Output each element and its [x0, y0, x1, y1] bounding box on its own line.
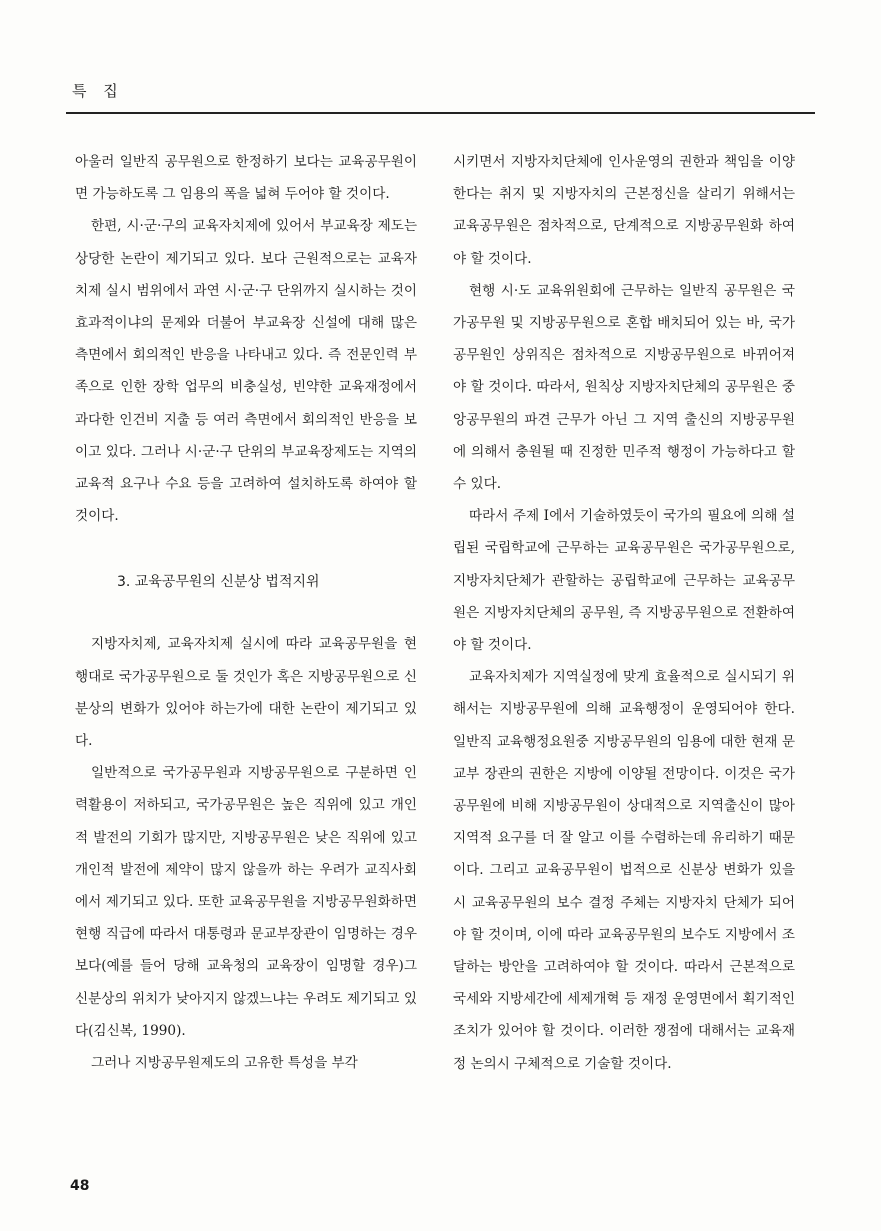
- paragraph: 일반적으로 국가공무원과 지방공무원으로 구분하면 인력활용이 저하되고, 국가공무원은 높은 직위에 있고 개인적 발전의 기회가 많지만, 지방공무원은 낮은 직위에 있고 개인적 발전에 제약이 많지 않을까 하는 우려가 교직사회에서 제기되고 있다. 또한 교육공무원을 지방공무원화하면 현행 직급에 따라서 대통령과 문교부장관이 임명하는 경우보다(예를 들어 당해 교육청의 교육장이 임명할 경우)그 신분상의 위치가 낮아지지 않겠느냐는 우려도 제기되고 있다(김신복, 1990).: [75, 765, 417, 1039]
- paragraph: 지방자치제, 교육자치제 실시에 따라 교육공무원을 현행대로 국가공무원으로 둘 것인가 혹은 지방공무원으로 신분상의 변화가 있어야 하는가에 대한 논란이 제기되고 있다.: [75, 636, 417, 750]
- header-rule: [66, 112, 815, 114]
- right-column: [453, 146, 795, 1080]
- page-number: 48: [70, 1178, 90, 1194]
- paragraph: 시키면서 지방자치단체에 인사운영의 권한과 책임을 이양한다는 취지 및 지방자치의 근본정신을 살리기 위해서는 교육공무원은 점차적으로, 단계적으로 지방공무원화 하여야 할 것이다.: [453, 154, 795, 267]
- paragraph: 아울러 일반직 공무원으로 한정하기 보다는 교육공무원이면 가능하도록 그 임용의 폭을 넓혀 두어야 할 것이다.: [75, 154, 417, 203]
- paragraph: 한편, 시·군·구의 교육자치제에 있어서 부교육장 제도는 상당한 논란이 제기되고 있다. 보다 근원적으로는 교육자치제 실시 범위에서 과연 시·군·구 단위까지 실시하는 것이 효과적이냐의 문제와 더불어 부교육장 신설에 대해 많은 측면에서 회의적인 반응을 나타내고 있다. 즉 전문인력 부족으로 인한 장학 업무의 비충실성, 빈약한 교육재정에서 과다한 인건비 지출 등 여러 측면에서 회의적인 반응을 보이고 있다. 그러나 시·군·구 단위의 부교육장제도는 지역의 교육적 요구나 수요 등을 고려하여 설치하도록 하여야 할 것이다.: [75, 218, 417, 525]
- paragraph: 교육자치제가 지역실정에 맞게 효율적으로 실시되기 위해서는 지방공무원에 의해 교육행정이 운영되어야 한다. 일반직 교육행정요원중 지방공무원의 임용에 대한 현재 문교부 장관의 권한은 지방에 이양될 전망이다. 이것은 국가공무원에 비해 지방공무원이 상대적으로 지역출신이 많아 지역적 요구를 더 잘 알고 이를 수렴하는데 유리하기 때문이다. 그리고 교육공무원이 법적으로 신분상 변화가 있을시 교육공무원의 보수 결정 주체는 지방자치 단체가 되어야 할 것이며, 이에 따라 교육공무원의 보수도 지방에서 조달하는 방안을 고려하여야 할 것이다. 따라서 근본적으로 국세와 지방세간에 세제개혁 등 재정 운영면에서 획기적인 조치가 있어야 할 것이다. 이러한 쟁점에 대해서는 교육재정 논의시 구체적으로 기술할 것이다.: [453, 669, 795, 1072]
- section-label: 특 집: [72, 82, 124, 100]
- paragraph: 현행 시·도 교육위원회에 근무하는 일반직 공무원은 국가공무원 및 지방공무원으로 혼합 배치되어 있는 바, 국가공무원인 상위직은 점차적으로 지방공무원으로 바뀌어져야 할 것이다. 따라서, 원칙상 지방자치단체의 공무원은 중앙공무원의 파견 근무가 아닌 그 지역 출신의 지방공무원에 의해서 충원될 때 진정한 민주적 행정이 가능하다고 할 수 있다.: [453, 282, 795, 493]
- paragraph: 따라서 주제 Ⅰ에서 기술하였듯이 국가의 필요에 의해 설립된 국립학교에 근무하는 교육공무원은 국가공무원으로, 지방자치단체가 관할하는 공립학교에 근무하는 교육공무원은 지방자치단체의 공무원, 즉 지방공무원으로 전환하여야 할 것이다.: [453, 508, 795, 654]
- paragraph: 그러나 지방공무원제도의 고유한 특성을 부각: [91, 1055, 358, 1072]
- left-column: [75, 146, 417, 1079]
- section-heading: 3. 교육공무원의 신분상 법적지위: [117, 574, 320, 591]
